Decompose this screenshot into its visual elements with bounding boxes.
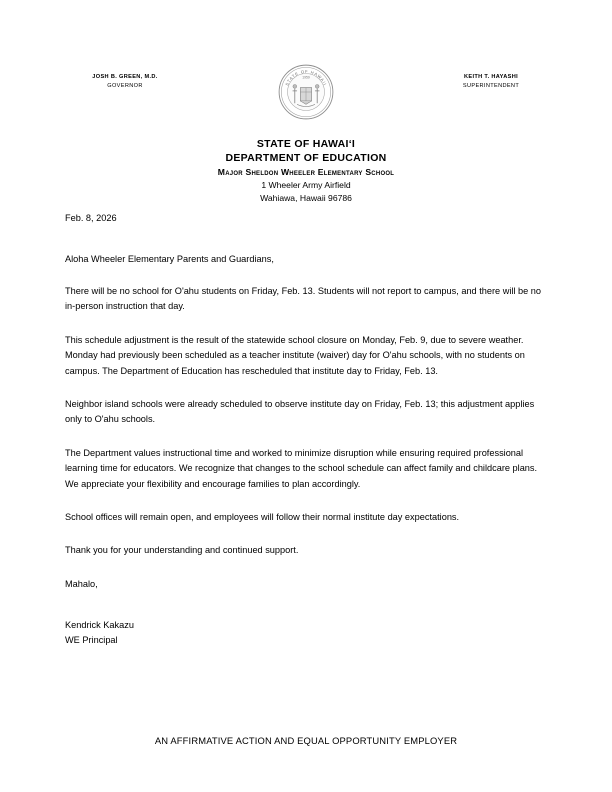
signature-title: WE Principal	[65, 634, 118, 645]
superintendent-role: SUPERINTENDENT	[462, 83, 520, 89]
letter-paragraph: This schedule adjustment is the result of the statewide school closure on Monday, Feb. 9, due to severe weather. Monday had previously been scheduled as a teacher institute (waiver) day for O'ahu schools, with no students on campus. The Department of Education has rescheduled that institute day to Friday, Feb. 13.	[65, 334, 525, 376]
letter-paragraph: The Department values instructional time and worked to minimize disruption while ensuring required professional learning time for educators. We recognize that changes to the school schedule can affect family and childcare plans. We appreciate your flexibility and encourage families to plan accordingly.	[65, 447, 538, 489]
letter-closing: Mahalo,	[65, 578, 98, 589]
signature-name: Kendrick Kakazu	[65, 620, 134, 631]
address-line-2: Wahiawa, Hawaii 96786	[260, 192, 352, 203]
letter-paragraph: There will be no school for O'ahu students on Friday, Feb. 13. Students will not report to campus, and there will be no in-person instruction that day.	[65, 286, 542, 312]
school-name: Major Sheldon Wheeler Elementary School	[217, 167, 395, 177]
svg-text:STATE OF HAWAII: STATE OF HAWAII	[284, 68, 328, 87]
letter-salutation: Aloha Wheeler Elementary Parents and Guardians,	[65, 254, 274, 264]
letter-paragraph: Neighbor island schools were already scheduled to observe institute day on Friday, Feb. 13; this adjustment applies only to O'ahu schools.	[65, 399, 535, 425]
letter-body	[65, 212, 543, 647]
governor-role: GOVERNOR	[107, 83, 143, 89]
svg-text:1959: 1959	[302, 75, 310, 80]
letter-date: Feb. 8, 2026	[65, 213, 117, 223]
department-name: DEPARTMENT OF EDUCATION	[225, 151, 387, 164]
page-footer: AN AFFIRMATIVE ACTION AND EQUAL OPPORTUNITY EMPLOYER	[154, 735, 458, 746]
superintendent-block	[406, 73, 576, 91]
signature-block	[65, 618, 543, 647]
address-line-1: 1 Wheeler Army Airfield	[261, 180, 351, 190]
governor-name: JOSH B. GREEN, M.D.	[92, 74, 158, 80]
superintendent-name: KEITH T. HAYASHI	[464, 74, 518, 80]
title-block	[0, 138, 612, 204]
governor-block	[40, 73, 210, 91]
letter-paragraph: Thank you for your understanding and continued support.	[65, 545, 299, 556]
letter-paragraph: School offices will remain open, and employees will follow their normal institute day expectations.	[65, 512, 460, 523]
state-name: STATE OF HAWAIʻI	[256, 138, 356, 150]
letterhead	[0, 68, 612, 124]
